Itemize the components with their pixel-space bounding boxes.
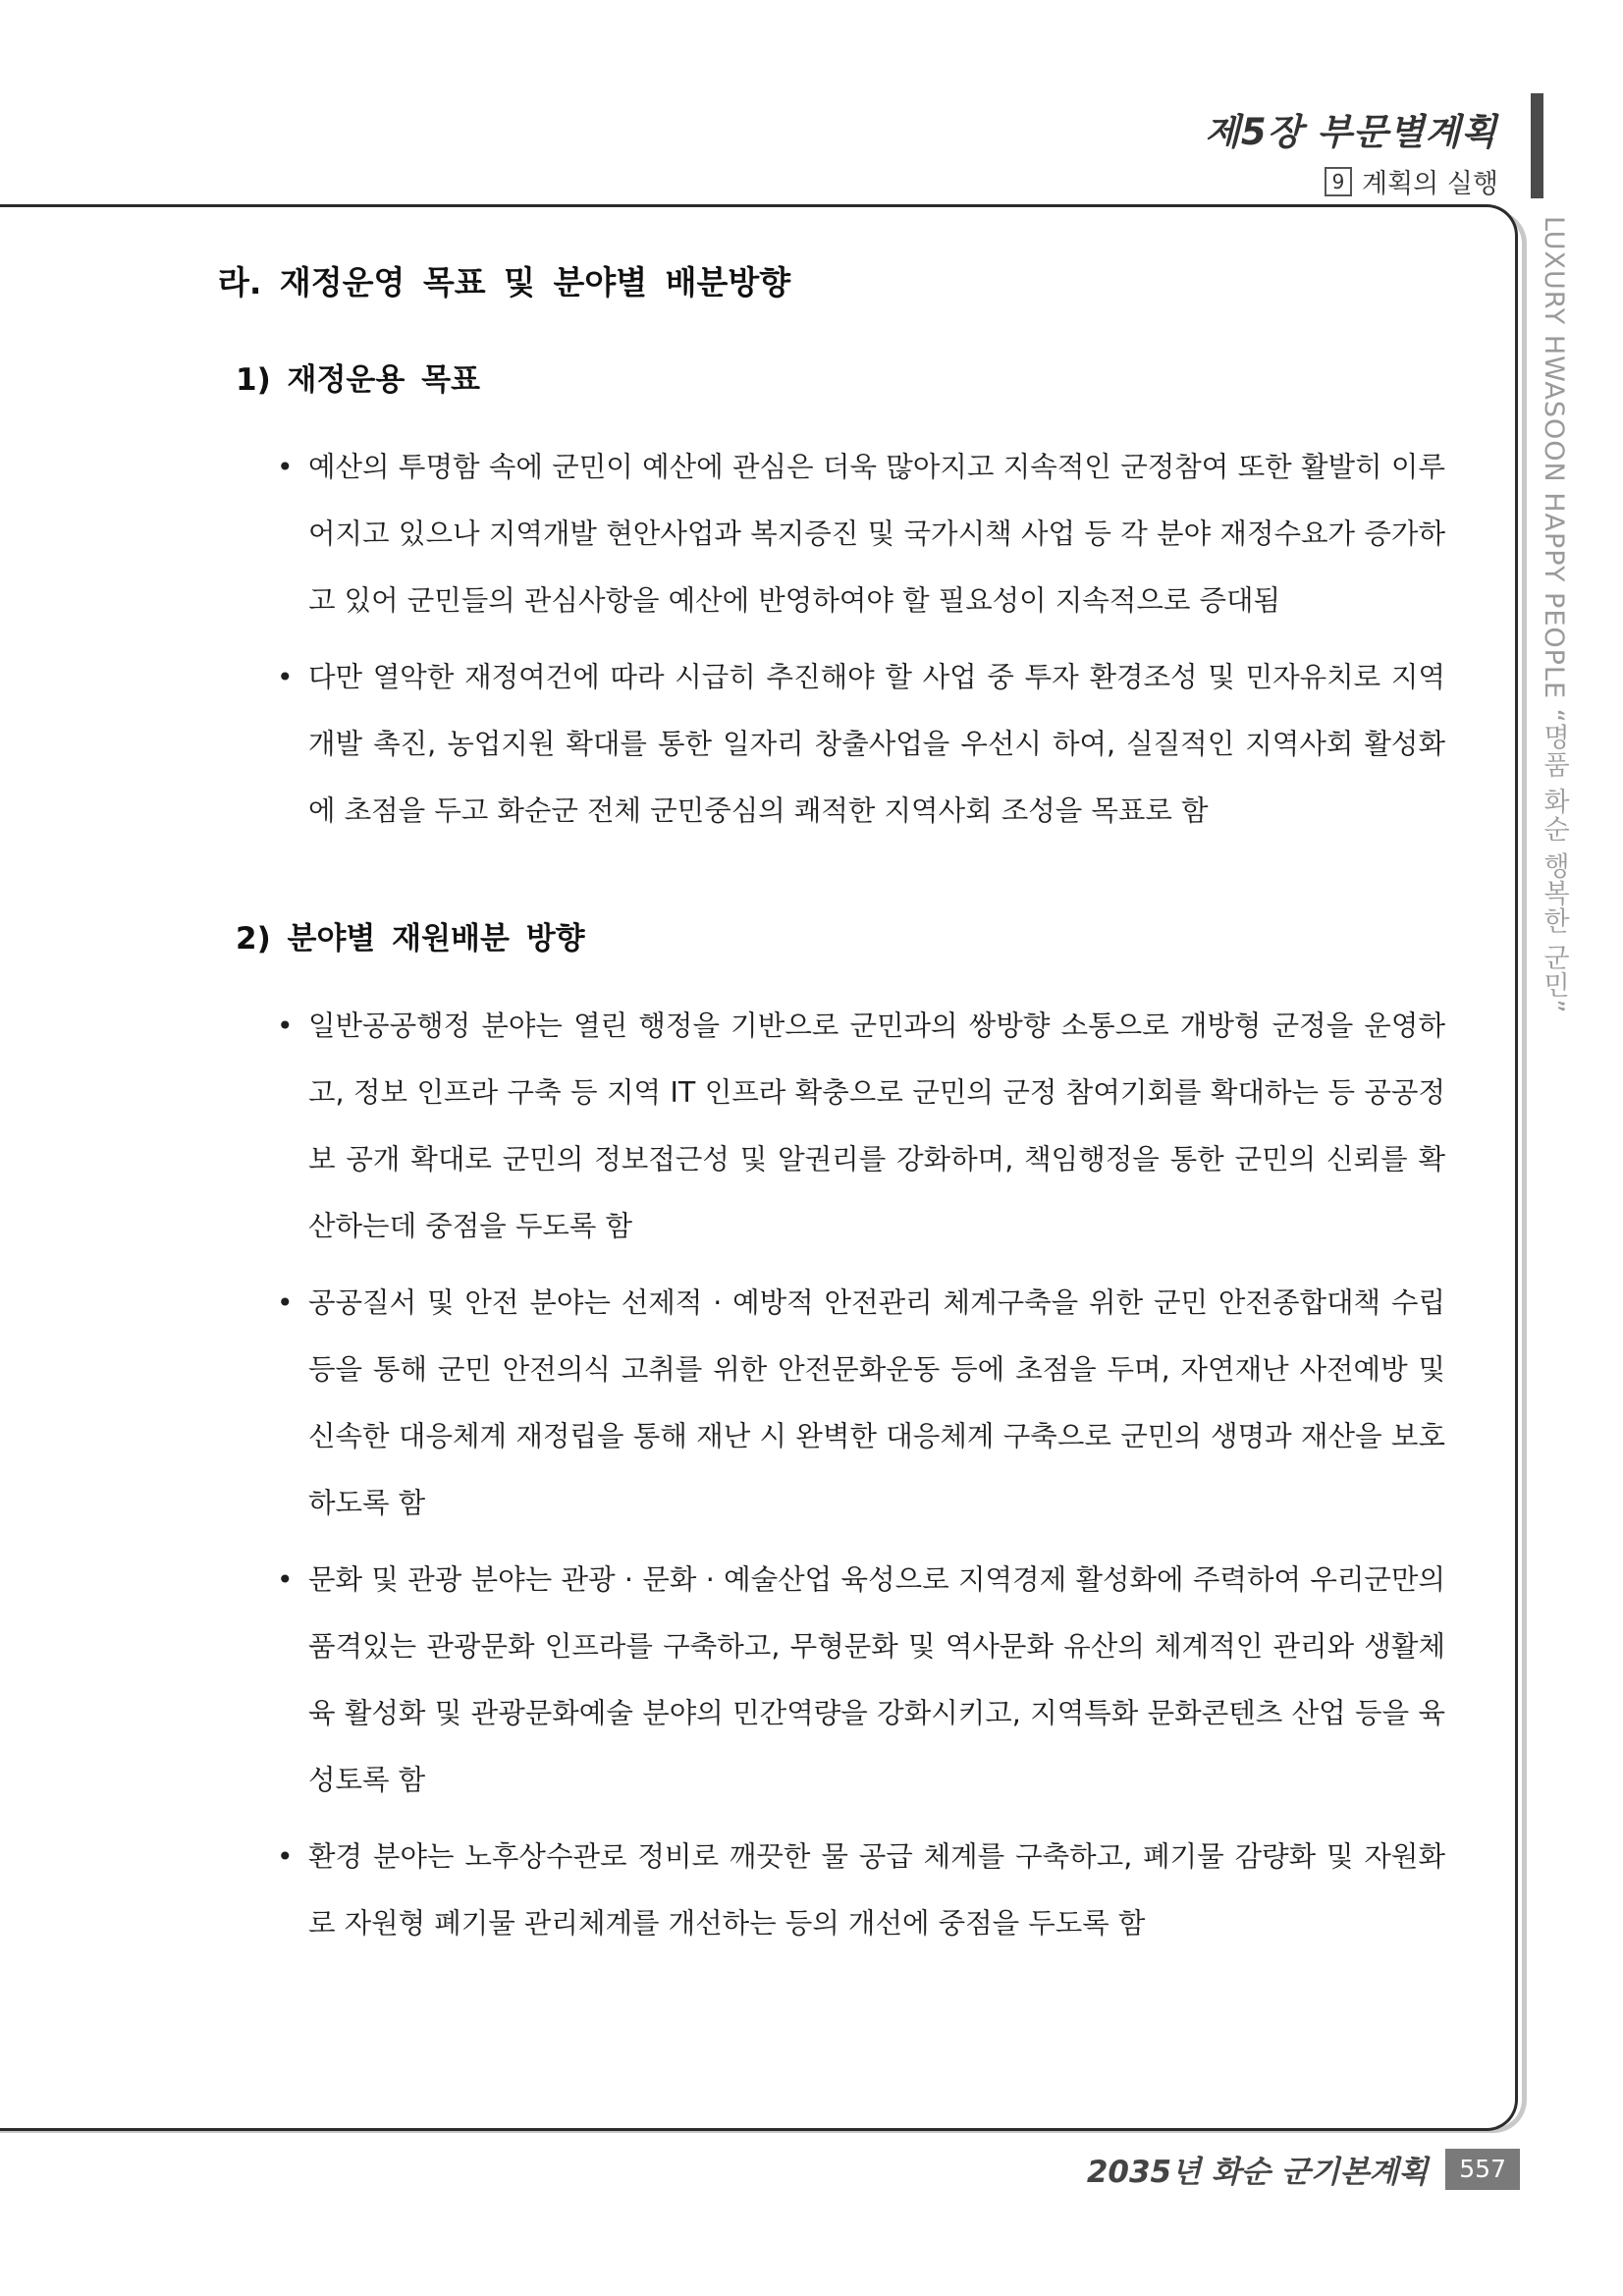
list-item (218, 993, 1445, 1260)
page-number: 557 (1445, 2149, 1520, 2190)
section-number-box: 9 (1325, 167, 1352, 196)
bullet-text: 문화 및 관광 분야는 관광 · 문화 · 예술산업 육성으로 지역경제 활성화에 주력하여 우리군만의 품격있는 관광문화 인프라를 구축하고, 무형문화 및 역사문화 유산의 체계적인 관리와 생활체육 활성화 및 관광문화예술 분야의 민간역량을 강화시키고, 지역특화 문화콘텐츠 산업 등을 육성토록 함 (308, 1563, 1445, 1796)
section-gap (218, 845, 1445, 913)
chapter-title: 제5장 부문별계획 (1205, 111, 1497, 153)
bullet-icon: • (277, 1840, 294, 1873)
bullet-icon: • (277, 451, 294, 483)
list-item (218, 1270, 1445, 1537)
bullet-list-2 (218, 993, 1445, 1957)
bullet-icon: • (277, 1010, 294, 1042)
bullet-text: 공공질서 및 안전 분야는 선제적 · 예방적 안전관리 체계구축을 위한 군민 안전종합대책 수립 등을 통해 군민 안전의식 고취를 위한 안전문화운동 등에 초점을 두며, 자연재난 사전예방 및 신속한 대응체계 재정립을 통해 재난 시 완벽한 대응체계 구축으로 군민의 생명과 재산을 보호하도록 함 (308, 1286, 1445, 1519)
footer-title: 2035년 화순 군기본계획 (1086, 2155, 1429, 2190)
bullet-text: 다만 열악한 재정여건에 따라 시급히 추진해야 할 사업 중 투자 환경조성 및 민자유치로 지역개발 촉진, 농업지원 확대를 통한 일자리 창출사업을 우선시 하여, 실질적인 지역사회 활성화에 초점을 두고 화순군 전체 군민중심의 쾌적한 지역사회 조성을 목표로 함 (308, 661, 1445, 827)
section-heading-1: 1) 재정운용 목표 (236, 362, 480, 398)
bullet-icon: • (277, 661, 294, 693)
document-body (218, 257, 1445, 1957)
list-item (218, 434, 1445, 634)
list-item (218, 1547, 1445, 1814)
list-item (218, 1824, 1445, 1957)
chapter-bar (1531, 93, 1543, 198)
bullet-text: 일반공공행정 분야는 열린 행정을 기반으로 군민과의 쌍방향 소통으로 개방형 군정을 운영하고, 정보 인프라 구축 등 지역 IT 인프라 확충으로 군민의 군정 참여기회를 확대하는 등 공공정보 공개 확대로 군민의 정보접근성 및 알권리를 강화하며, 책임행정을 통한 군민의 신뢰를 확산하는데 중점을 두도록 함 (308, 1010, 1445, 1242)
bullet-text: 환경 분야는 노후상수관로 정비로 깨끗한 물 공급 체계를 구축하고, 폐기물 감량화 및 자원화로 자원형 폐기물 관리체계를 개선하는 등의 개선에 중점을 두도록 함 (308, 1840, 1445, 1940)
main-heading: 라. 재정운영 목표 및 분야별 배분방향 (218, 263, 791, 301)
bullet-icon: • (277, 1286, 294, 1319)
section-subtitle (1325, 162, 1498, 200)
section-heading-2: 2) 분야별 재원배분 방향 (236, 921, 585, 957)
section-title: 계획의 실행 (1362, 169, 1498, 199)
list-item (218, 644, 1445, 845)
bullet-text: 예산의 투명함 속에 군민이 예산에 관심은 더욱 많아지고 지속적인 군정참여 또한 활발히 이루어지고 있으나 지역개발 현안사업과 복지증진 및 국가시책 사업 등 각 분야 재정수요가 증가하고 있어 군민들의 관심사항을 예산에 반영하여야 할 필요성이 지속적으로 증대됨 (308, 451, 1445, 617)
bullet-icon: • (277, 1563, 294, 1596)
page-footer (1087, 2147, 1520, 2191)
side-slogan: LUXURY HWASOON HAPPY PEOPLE “명품 화순 행복한 군민” (1539, 216, 1569, 1014)
bullet-list-1 (218, 434, 1445, 845)
